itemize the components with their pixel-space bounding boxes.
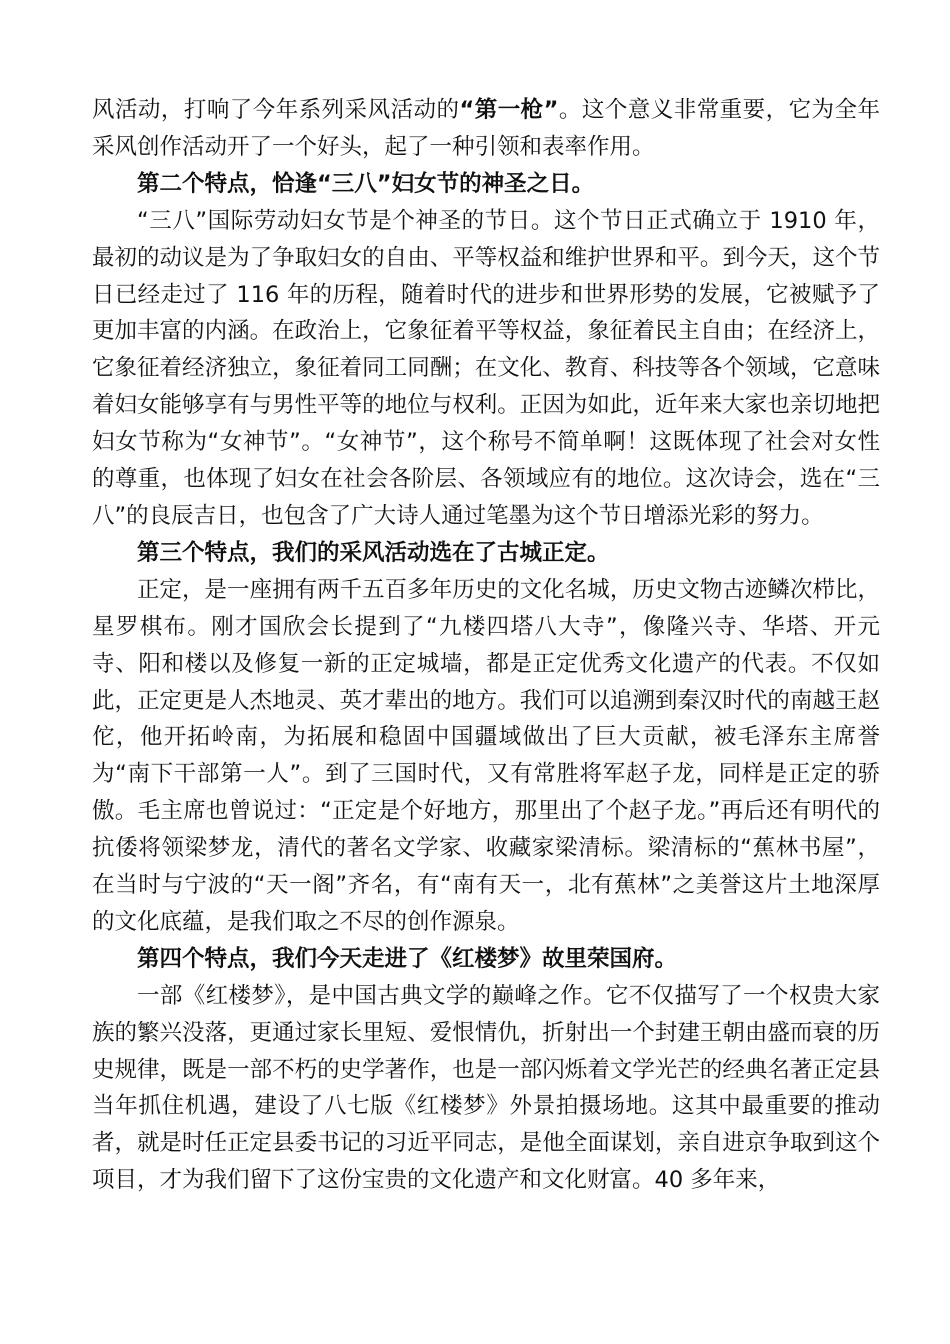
paragraph-2: “三八”国际劳动妇女节是个神圣的节日。这个节日正式确立于 1910 年，最初的动议是为了争取妇女的自由、平等权益和维护世界和平。到今天，这个节日已经走过了 116 年的历程，随着时代的进步和世界形势的发展，它被赋予了更加丰富的内涵。在政治上，它象征着平等权益，象征着民主自由；在经济上，它象征着经济独立，象征着同工同酬；在文化、教育、科技等各个领域，它意味着妇女能够享有与男性平等的地位与权利。正因为如此，近年来大家也亲切地把妇女节称为“女神节”。“女神节”，这个称号不简单啊！这既体现了社会对女性的尊重，也体现了妇女在社会各阶层、各领域应有的地位。这次诗会，选在“三八”的良辰吉日，也包含了广大诗人通过笔墨为这个节日增添光彩的努力。	[92, 207, 880, 529]
heading-4: 第四个特点，我们今天走进了《红楼梦》故里荣国府。	[137, 945, 678, 972]
paragraph-1	[92, 92, 880, 166]
heading-2: 第二个特点，恰逢“三八”妇女节的神圣之日。	[137, 170, 595, 197]
paragraph-1-after: 。这个意义非常重要，它为全年采风创作活动开了一个好头，起了一种引领和表率作用。	[92, 97, 880, 160]
document-page	[92, 92, 880, 1199]
paragraph-1-bold: “第一枪”	[459, 97, 559, 123]
paragraph-1-before: 风活动，打响了今年系列采风活动的	[92, 97, 460, 123]
paragraph-3: 正定，是一座拥有两千五百多年历史的文化名城，历史文物古迹鳞次栉比，星罗棋布。刚才国欣会长提到了“九楼四塔八大寺”，像隆兴寺、华塔、开元寺、阳和楼以及修复一新的正定城墙，都是正定优秀文化遗产的代表。不仅如此，正定更是人杰地灵、英才辈出的地方。我们可以追溯到秦汉时代的南越王赵佗，他开拓岭南，为拓展和稳固中国疆域做出了巨大贡献，被毛泽东主席誉为“南下干部第一人”。到了三国时代，又有常胜将军赵子龙，同样是正定的骄傲。毛主席也曾说过：“正定是个好地方，那里出了个赵子龙。”再后还有明代的抗倭将领梁梦龙，清代的著名文学家、收藏家梁清标。梁清标的“蕉林书屋”，在当时与宁波的“天一阁”齐名，有“南有天一，北有蕉林”之美誉这片土地深厚的文化底蕴，是我们取之不尽的创作源泉。	[92, 576, 880, 935]
heading-3: 第三个特点，我们的采风活动选在了古城正定。	[137, 539, 610, 566]
paragraph-4: 一部《红楼梦》，是中国古典文学的巅峰之作。它不仅描写了一个权贵大家族的繁兴没落，更通过家长里短、爱恨情仇，折射出一个封建王朝由盛而衰的历史规律，既是一部不朽的史学著作，也是一部闪烁着文学光芒的经典名著正定县当年抓住机遇，建设了八七版《红楼梦》外景拍摄场地。这其中最重要的推动者，就是时任正定县委书记的习近平同志，是他全面谋划，亲自进京争取到这个项目，才为我们留下了这份宝贵的文化遗产和文化财富。40 多年来，	[92, 982, 880, 1194]
